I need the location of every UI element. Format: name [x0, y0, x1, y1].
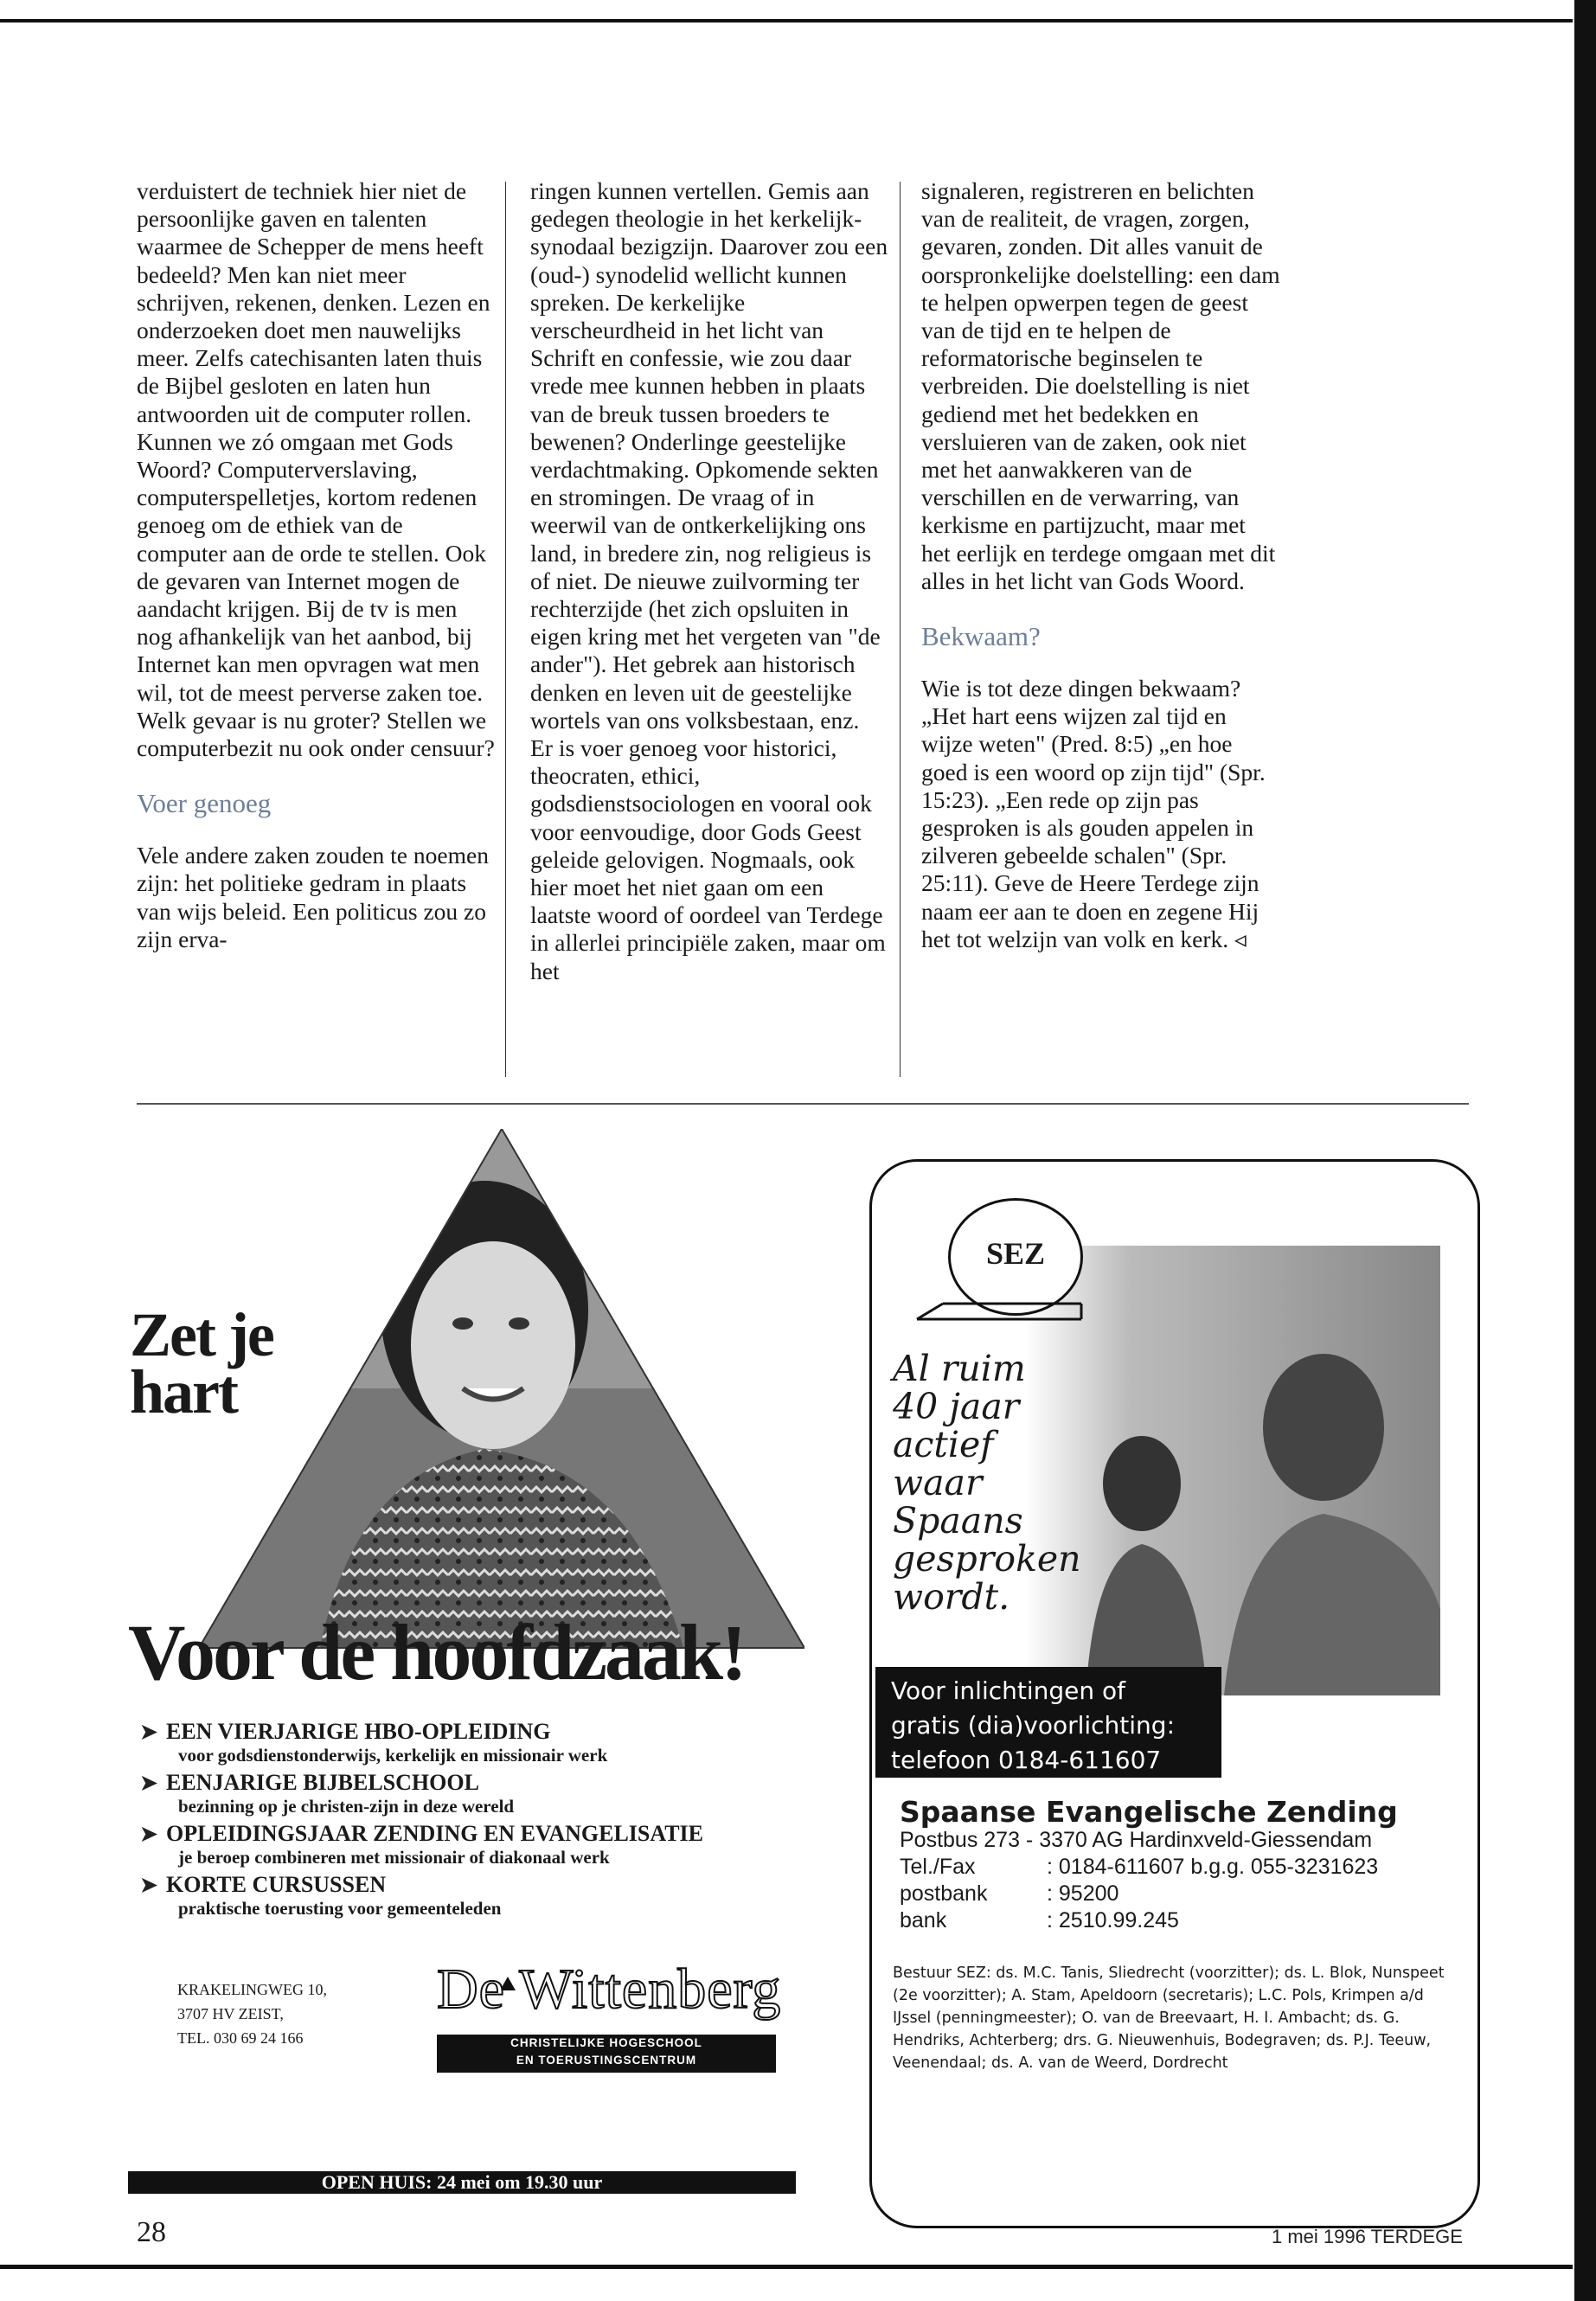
contact-row	[900, 1881, 1378, 1907]
arrow-icon: ➤	[140, 1772, 158, 1795]
contact-row	[900, 1907, 1378, 1934]
open-house-banner: OPEN HUIS: 24 mei om 19.30 uur	[128, 2171, 796, 2194]
paragraph: signaleren, registreren en belichten van de realiteit, de vragen, zorgen, gevaren, zonden. Dit alles vanuit de oorspronkelijke doelstelling: een dam te helpen opwerpen tegen de geest van de tijd en te helpen de reformatorische beginselen te verbreiden. Die doelstelling is niet gediend met het bedekken en versluieren van de zaken, ook niet met het aanwakkeren van de verschillen en de verwarring, van kerkisme en partijzucht, maar met het eerlijk en terdege omgaan met dit alles in het licht van Gods Woord.	[921, 177, 1280, 594]
slogan-line: gesproken	[893, 1538, 1081, 1580]
section-heading: Bekwaam?	[921, 621, 1041, 652]
ad-headline: Voor de hoofdzaak!	[128, 1608, 745, 1696]
contact-value: : 2510.99.245	[1047, 1908, 1179, 1932]
course-subtitle: bezinning op je christen-zijn in deze wereld	[178, 1796, 515, 1817]
arrow-icon: ➤	[140, 1823, 158, 1846]
course-list	[140, 1720, 798, 1924]
course-subtitle: voor godsdienstonderwijs, kerkelijk en missionair werk	[178, 1745, 608, 1766]
logo-subtitle	[437, 2035, 776, 2073]
contact-value: : 0184-611607 b.g.g. 055-3231623	[1047, 1855, 1379, 1879]
slogan-line: actief	[893, 1424, 994, 1465]
page-number: 28	[137, 2216, 166, 2248]
wittenberg-logo: De Wittenberg	[437, 1958, 782, 2021]
slogan-line: waar	[893, 1462, 983, 1503]
logo-subtitle-line: CHRISTELIJKE HOGESCHOOL	[510, 2036, 702, 2049]
organization-details	[900, 1827, 1378, 1934]
arrow-icon: ➤	[140, 1875, 158, 1897]
address-line: TEL. 030 69 24 166	[177, 2029, 304, 2047]
slogan-line: 40 jaar	[893, 1386, 1020, 1427]
info-box	[875, 1667, 1221, 1778]
course-title: EEN VIERJARIGE HBO-OPLEIDING	[166, 1719, 551, 1744]
sez-logo: SEZ	[985, 1236, 1046, 1271]
course-title: OPLEIDINGSJAAR ZENDING EN EVANGELISATIE	[166, 1821, 704, 1846]
sez-slogan	[893, 1349, 1109, 1616]
paragraph: ringen kunnen vertellen. Gemis aan gedegen theologie in het kerkelijk-synodaal bezigzijn. Daarover zou een (oud-) synodelid wellicht kunnen spreken. De kerkelijke verscheurdheid in het licht van Schrift en confessie, wie zou daar vrede mee kunnen hebben in plaats van de breuk tussen broeders te bewenen? Onderlinge geestelijke verdachtmaking. Opkomende sekten en stromingen. De vraag of in weerwil van de ontkerkelijking ons land, in bredere zin, nog religieus is of niet. De nieuwe zuilvorming ter rechterzijde (het zich opsluiten in eigen kring met het vergeten van "de ander"). Het gebrek aan historisch denken en leven uit de geestelijke wortels van ons volksbestaan, enz.	[530, 177, 888, 734]
course-subtitle: je beroep combineren met missionair of diakonaal werk	[178, 1847, 610, 1868]
contact-value: : 95200	[1047, 1881, 1119, 1906]
open-book-icon	[908, 1293, 1099, 1328]
address-line: 3707 HV ZEIST,	[177, 2005, 284, 2022]
info-line: gratis (dia)voorlichting:	[891, 1711, 1176, 1740]
slogan-line: Al ruim	[893, 1348, 1026, 1389]
info-line: Voor inlichtingen of	[891, 1676, 1126, 1705]
triangle-photo	[199, 1129, 804, 1657]
organization-name: Spaanse Evangelische Zending	[900, 1795, 1398, 1829]
scan-edge	[1574, 0, 1596, 2301]
bottom-rule	[0, 2265, 1573, 2269]
arrow-icon: ➤	[140, 1721, 158, 1744]
course-title: EENJARIGE BIJBELSCHOOL	[166, 1770, 479, 1795]
paragraph: Er is voer genoeg voor historici, theocraten, ethici, godsdienstsociologen en vooral ook voor eenvoudige, door Gods Geest geleide gelovigen. Nogmaals, ook hier moet het niet gaan om een laatste woord of oordeel van Terdege in allerlei principiële zaken, maar om het	[530, 734, 886, 984]
postal-address: Postbus 273 - 3370 AG Hardinxveld-Giessendam	[900, 1828, 1373, 1852]
slogan-line: wordt.	[893, 1576, 1010, 1618]
section-rule	[137, 1103, 1469, 1105]
logo-subtitle-line: EN TOERUSTINGSCENTRUM	[516, 2054, 697, 2067]
course-title: KORTE CURSUSSEN	[166, 1872, 387, 1897]
info-line: telefoon 0184-611607	[891, 1746, 1162, 1774]
article-column-2	[530, 177, 889, 985]
address-line: KRAKELINGWEG 10,	[177, 1981, 327, 1998]
list-item	[140, 1822, 798, 1868]
article-column-3	[921, 177, 1280, 953]
slogan: Zet je hart	[130, 1300, 273, 1426]
paragraph: Wie is tot deze dingen bekwaam? „Het hart eens wijzen zal tijd en wijze weten" (Pred. 8:5) „en hoe goed is een woord op zijn tijd" (Spr. 15:23). „Een rede op zijn pas gesproken is als gouden appelen in zilveren gebeelde schalen" (Spr. 25:11). Geve de Heere Terdege zijn naam eer aan te doen en zegene Hij het tot welzijn van volk en kerk. ◃	[921, 675, 1266, 952]
list-item	[140, 1873, 798, 1919]
course-subtitle: praktische toerusting voor gemeenteleden	[178, 1898, 502, 1919]
school-address	[177, 1977, 327, 2050]
top-rule	[0, 19, 1573, 22]
slogan-line: Spaans	[893, 1500, 1023, 1541]
article-column-1	[137, 177, 496, 953]
contact-label: postbank	[900, 1881, 988, 1906]
list-item	[140, 1720, 798, 1766]
paragraph: verduistert de techniek hier niet de persoonlijke gaven en talenten waarmee de Schepper de mens heeft bedeeld? Men kan niet meer schrijven, rekenen, denken. Lezen en onderzoeken doet men nauwelijks meer. Zelfs catechisanten laten thuis de Bijbel gesloten en laten hun antwoorden uit de computer rollen. Kunnen we zó omgaan met Gods Woord? Computerverslaving, computerspelletjes, kortom redenen genoeg om de ethiek van de computer aan de orde te stellen. Ook de gevaren van Internet mogen de aandacht krijgen. Bij de tv is men nog afhankelijk van het aanbod, bij Internet kan men opvragen wat men wil, tot de meest perverse zaken toe. Welk gevaar is nu groter? Stellen we computerbezit nu ook onder censuur?	[137, 177, 495, 762]
contact-label: bank	[900, 1908, 947, 1932]
contact-row	[900, 1854, 1378, 1881]
list-item	[140, 1771, 798, 1817]
paragraph: Vele andere zaken zouden te noemen zijn: het politieke gedram in plaats van wijs beleid. Een politicus zou zo zijn erva-	[137, 842, 489, 952]
column-divider	[900, 182, 901, 1077]
issue-footer: 1 mei 1996 TERDEGE	[1272, 2226, 1463, 2247]
board-list: Bestuur SEZ: ds. M.C. Tanis, Sliedrecht (voorzitter); ds. L. Blok, Nunspeet (2e voorzitter); A. Stam, Apeldoorn (secretaris); L.C. Pols, Krimpen a/d IJssel (penningmeester); O. van de Breevaart, H. I. Ambacht; ds. G. Hendriks, Achterberg; drs. G. Nieuwenhuis, Bodegraven; ds. P.J. Teeuw, Veenendaal; ds. A. van de Weerd, Dordrecht	[893, 1965, 1445, 2072]
section-heading: Voer genoeg	[137, 788, 272, 819]
contact-label: Tel./Fax	[900, 1855, 976, 1879]
column-divider	[505, 182, 506, 1077]
